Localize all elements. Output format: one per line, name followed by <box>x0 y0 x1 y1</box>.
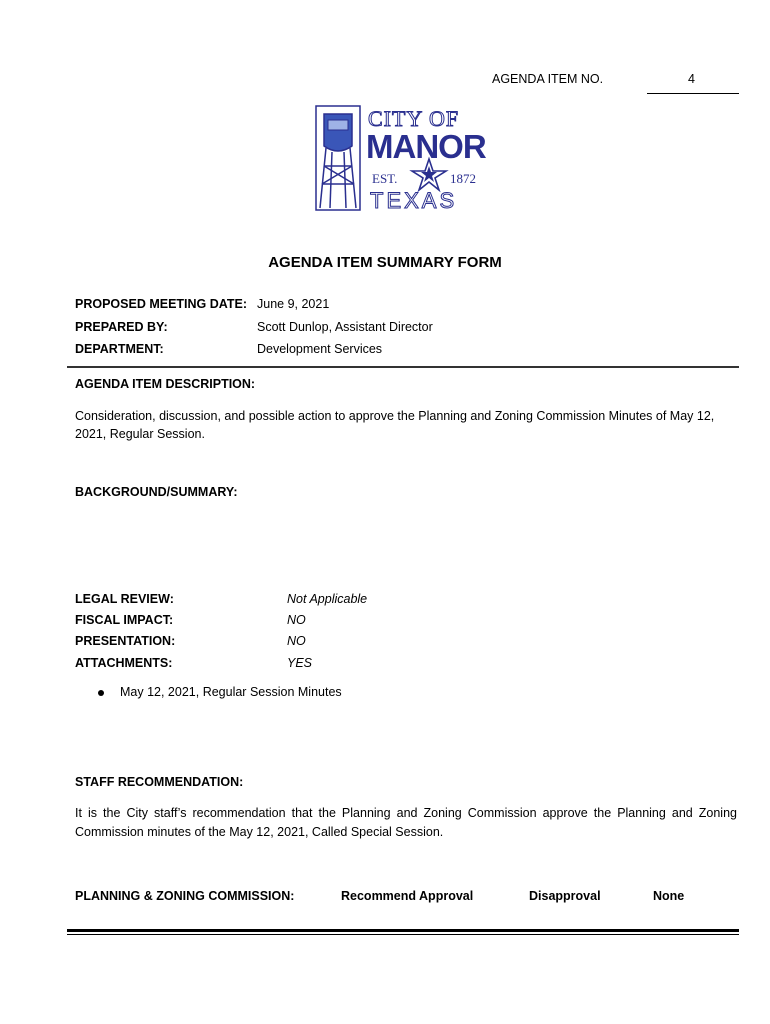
description-text: Consideration, discussion, and possible action to approve the Planning and Zoning Commission Minutes of May 12, 2021, Regular Session. <box>75 409 715 441</box>
staff-recommendation-label: STAFF RECOMMENDATION: <box>75 775 244 789</box>
department-value: Development Services <box>257 342 383 356</box>
water-tower-logo-icon <box>312 104 492 214</box>
svg-text:EST.: EST. <box>372 171 398 186</box>
attachment-list-item[interactable]: May 12, 2021, Regular Session Minutes <box>120 685 342 699</box>
commission-label: PLANNING & ZONING COMMISSION: <box>75 889 295 903</box>
svg-text:CITY OF: CITY OF <box>368 106 460 131</box>
presentation-value: NO <box>287 634 306 648</box>
presentation-label: PRESENTATION: <box>75 634 176 648</box>
fiscal-impact-value: NO <box>287 613 306 627</box>
form-title: AGENDA ITEM SUMMARY FORM <box>268 254 502 271</box>
fiscal-impact-label: FISCAL IMPACT: <box>75 613 174 627</box>
legal-review-value: Not Applicable <box>287 592 368 606</box>
option-none: None <box>653 889 685 903</box>
agenda-item-label: AGENDA ITEM NO. <box>492 72 604 86</box>
description-label: AGENDA ITEM DESCRIPTION: <box>75 377 256 391</box>
agenda-item-number: 4 <box>688 72 695 86</box>
svg-text:TEXAS: TEXAS <box>370 188 458 213</box>
bottom-divider-thin <box>67 934 739 935</box>
bottom-divider <box>67 929 739 932</box>
staff-recommendation-text: It is the City staff’s recommendation that the Planning and Zoning Commission approve the Planning and Zoning Commission minutes of the May 12, 2021, Called Special Session. <box>75 806 737 839</box>
attachments-value: YES <box>287 656 313 670</box>
attachments-label: ATTACHMENTS: <box>75 656 173 670</box>
section-divider <box>67 366 739 368</box>
meeting-date-value: June 9, 2021 <box>257 297 330 311</box>
prepared-by-label: PREPARED BY: <box>75 320 168 334</box>
legal-review-label: LEGAL REVIEW: <box>75 592 174 606</box>
meeting-date-label: PROPOSED MEETING DATE: <box>75 297 248 311</box>
agenda-number-underline <box>647 93 739 94</box>
option-recommend-approval: Recommend Approval <box>341 889 474 903</box>
prepared-by-value: Scott Dunlop, Assistant Director <box>257 320 433 334</box>
city-of-manor-logo <box>312 104 492 214</box>
svg-text:MANOR: MANOR <box>366 128 486 165</box>
background-label: BACKGROUND/SUMMARY: <box>75 485 238 499</box>
option-disapproval: Disapproval <box>529 889 601 903</box>
department-label: DEPARTMENT: <box>75 342 164 356</box>
svg-text:1872: 1872 <box>450 171 476 186</box>
bullet-icon <box>98 690 104 696</box>
